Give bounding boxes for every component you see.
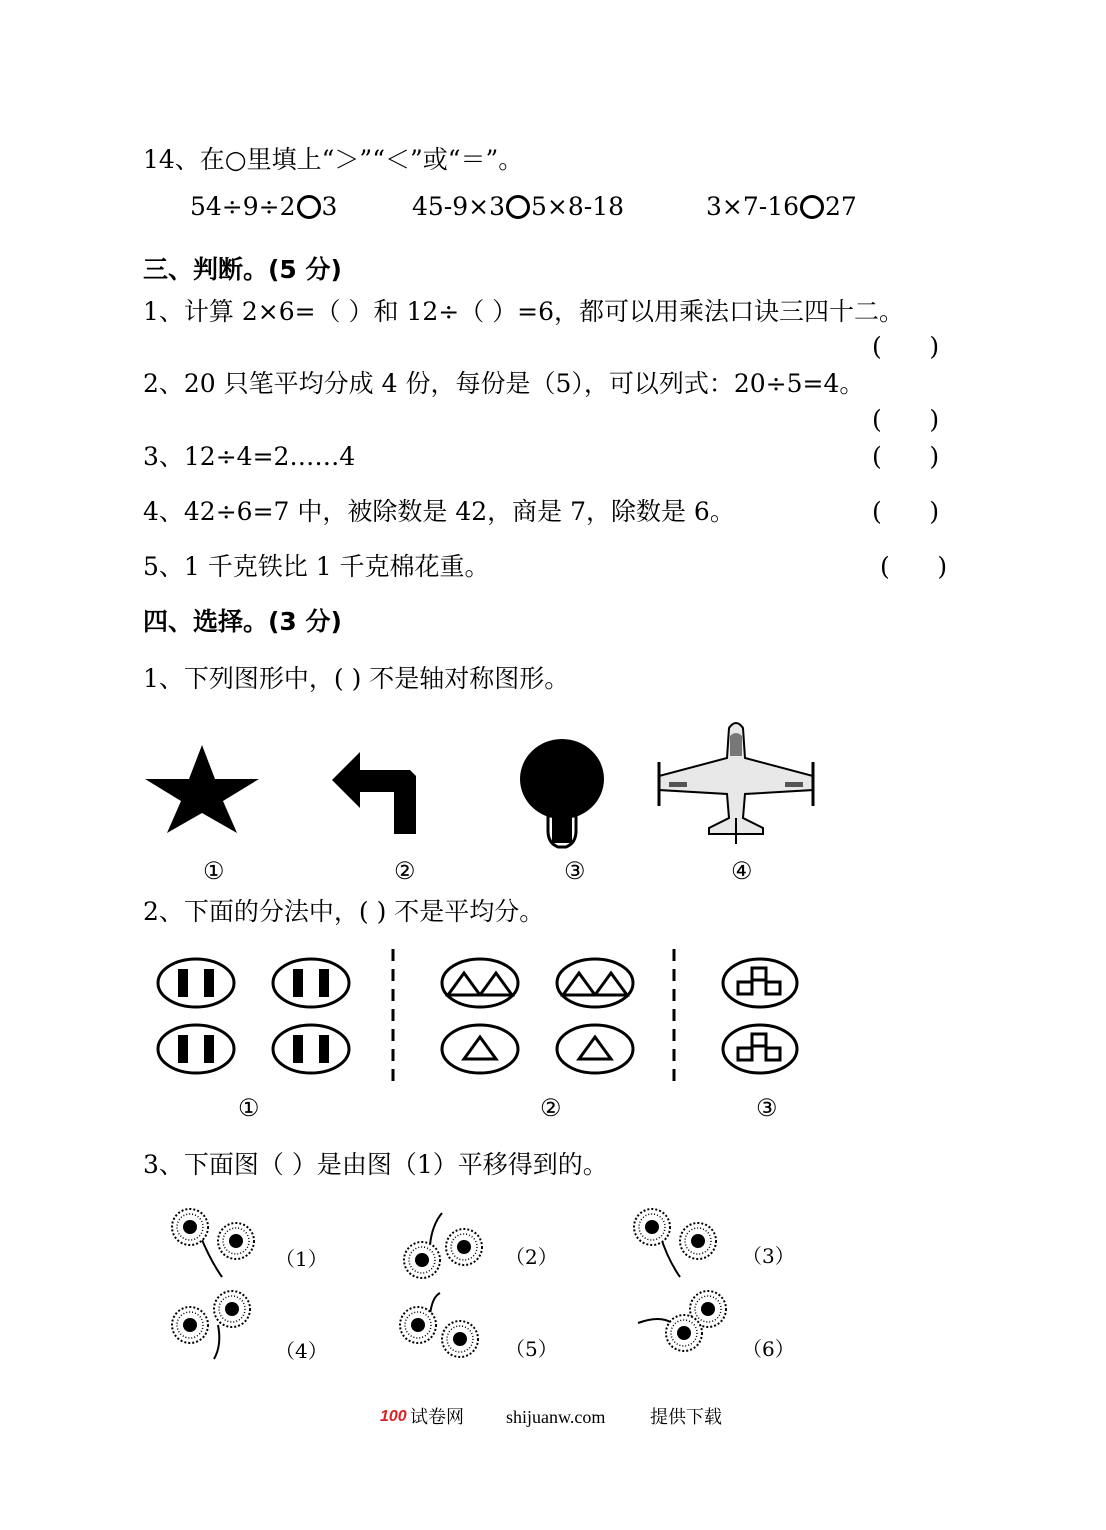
- option-label: ②: [540, 1094, 562, 1122]
- expr-left: 3×7-16: [706, 192, 800, 221]
- flower-group-3: [634, 1209, 716, 1277]
- expr-right: 3: [321, 192, 338, 221]
- division-groups-figure: [150, 945, 820, 1090]
- section3-heading: 三、判断。(5 分): [143, 255, 342, 284]
- choice-q1: 1、下列图形中，( ) 不是轴对称图形。: [143, 664, 570, 693]
- choice-q3: 3、下面图（ ）是由图（1）平移得到的。: [143, 1150, 608, 1179]
- sunflower-figures: [160, 1205, 820, 1365]
- answer-circle[interactable]: [506, 195, 530, 219]
- option-label: ②: [394, 857, 416, 885]
- ping-pong-paddle-icon: [518, 739, 606, 849]
- judge-item-4: 4、42÷6=7 中，被除数是 42，商是 7，除数是 6。: [143, 497, 735, 526]
- q14-expression-3: [706, 192, 857, 222]
- flower-group-6: [638, 1291, 726, 1351]
- judge-item-5: 5、1 千克铁比 1 千克棉花重。: [143, 552, 490, 581]
- flower-group-5: [400, 1293, 478, 1357]
- answer-paren[interactable]: ( ): [872, 405, 940, 434]
- choice-q2: 2、下面的分法中，( ) 不是平均分。: [143, 897, 545, 926]
- flower-group-1: [172, 1209, 254, 1277]
- q14-expression-2: [412, 192, 624, 222]
- figure-label: （6）: [742, 1337, 795, 1361]
- airplane-icon: [655, 718, 817, 846]
- section4-heading: 四、选择。(3 分): [143, 607, 342, 636]
- answer-paren[interactable]: ( ): [872, 497, 940, 526]
- figure-label: （2）: [505, 1245, 558, 1269]
- expr-left: 54÷9÷2: [190, 192, 296, 221]
- option-label: ③: [756, 1094, 778, 1122]
- figure-label: （1）: [275, 1247, 328, 1271]
- q14-expression-1: [190, 192, 337, 222]
- answer-circle[interactable]: [800, 195, 824, 219]
- flower-group-4: [172, 1291, 250, 1359]
- expr-right: 27: [825, 192, 857, 221]
- expr-right: 5×8-18: [531, 192, 625, 221]
- star-icon: [143, 743, 261, 833]
- answer-paren[interactable]: ( ): [880, 552, 948, 581]
- site-url[interactable]: shijuanw.com: [506, 1407, 606, 1427]
- figure-label: （5）: [505, 1337, 558, 1361]
- download-note: 提供下载: [650, 1407, 722, 1427]
- option-label: ①: [203, 857, 225, 885]
- answer-circle[interactable]: [297, 195, 321, 219]
- option-label: ④: [731, 857, 753, 885]
- option-label: ①: [238, 1094, 260, 1122]
- expr-left: 45-9×3: [412, 192, 506, 221]
- judge-item-1: 1、计算 2×6=（ ）和 12÷（ ）=6，都可以用乘法口诀三四十二。: [143, 297, 905, 326]
- flower-group-2: [404, 1213, 482, 1278]
- site-logo: 100: [380, 1408, 407, 1425]
- turn-left-arrow-icon: [330, 752, 416, 834]
- answer-paren[interactable]: ( ): [872, 442, 940, 471]
- figure-label: （3）: [742, 1244, 795, 1268]
- q14-title: 14、在○里填上“＞”“＜”或“＝”。: [143, 145, 524, 174]
- option-label: ③: [564, 857, 586, 885]
- judge-item-3: 3、12÷4=2……4: [143, 442, 356, 471]
- judge-item-2: 2、20 只笔平均分成 4 份，每份是（5），可以列式：20÷5=4。: [143, 369, 865, 398]
- answer-paren[interactable]: ( ): [872, 332, 940, 361]
- site-name: 试卷网: [410, 1407, 464, 1427]
- figure-label: （4）: [275, 1339, 328, 1363]
